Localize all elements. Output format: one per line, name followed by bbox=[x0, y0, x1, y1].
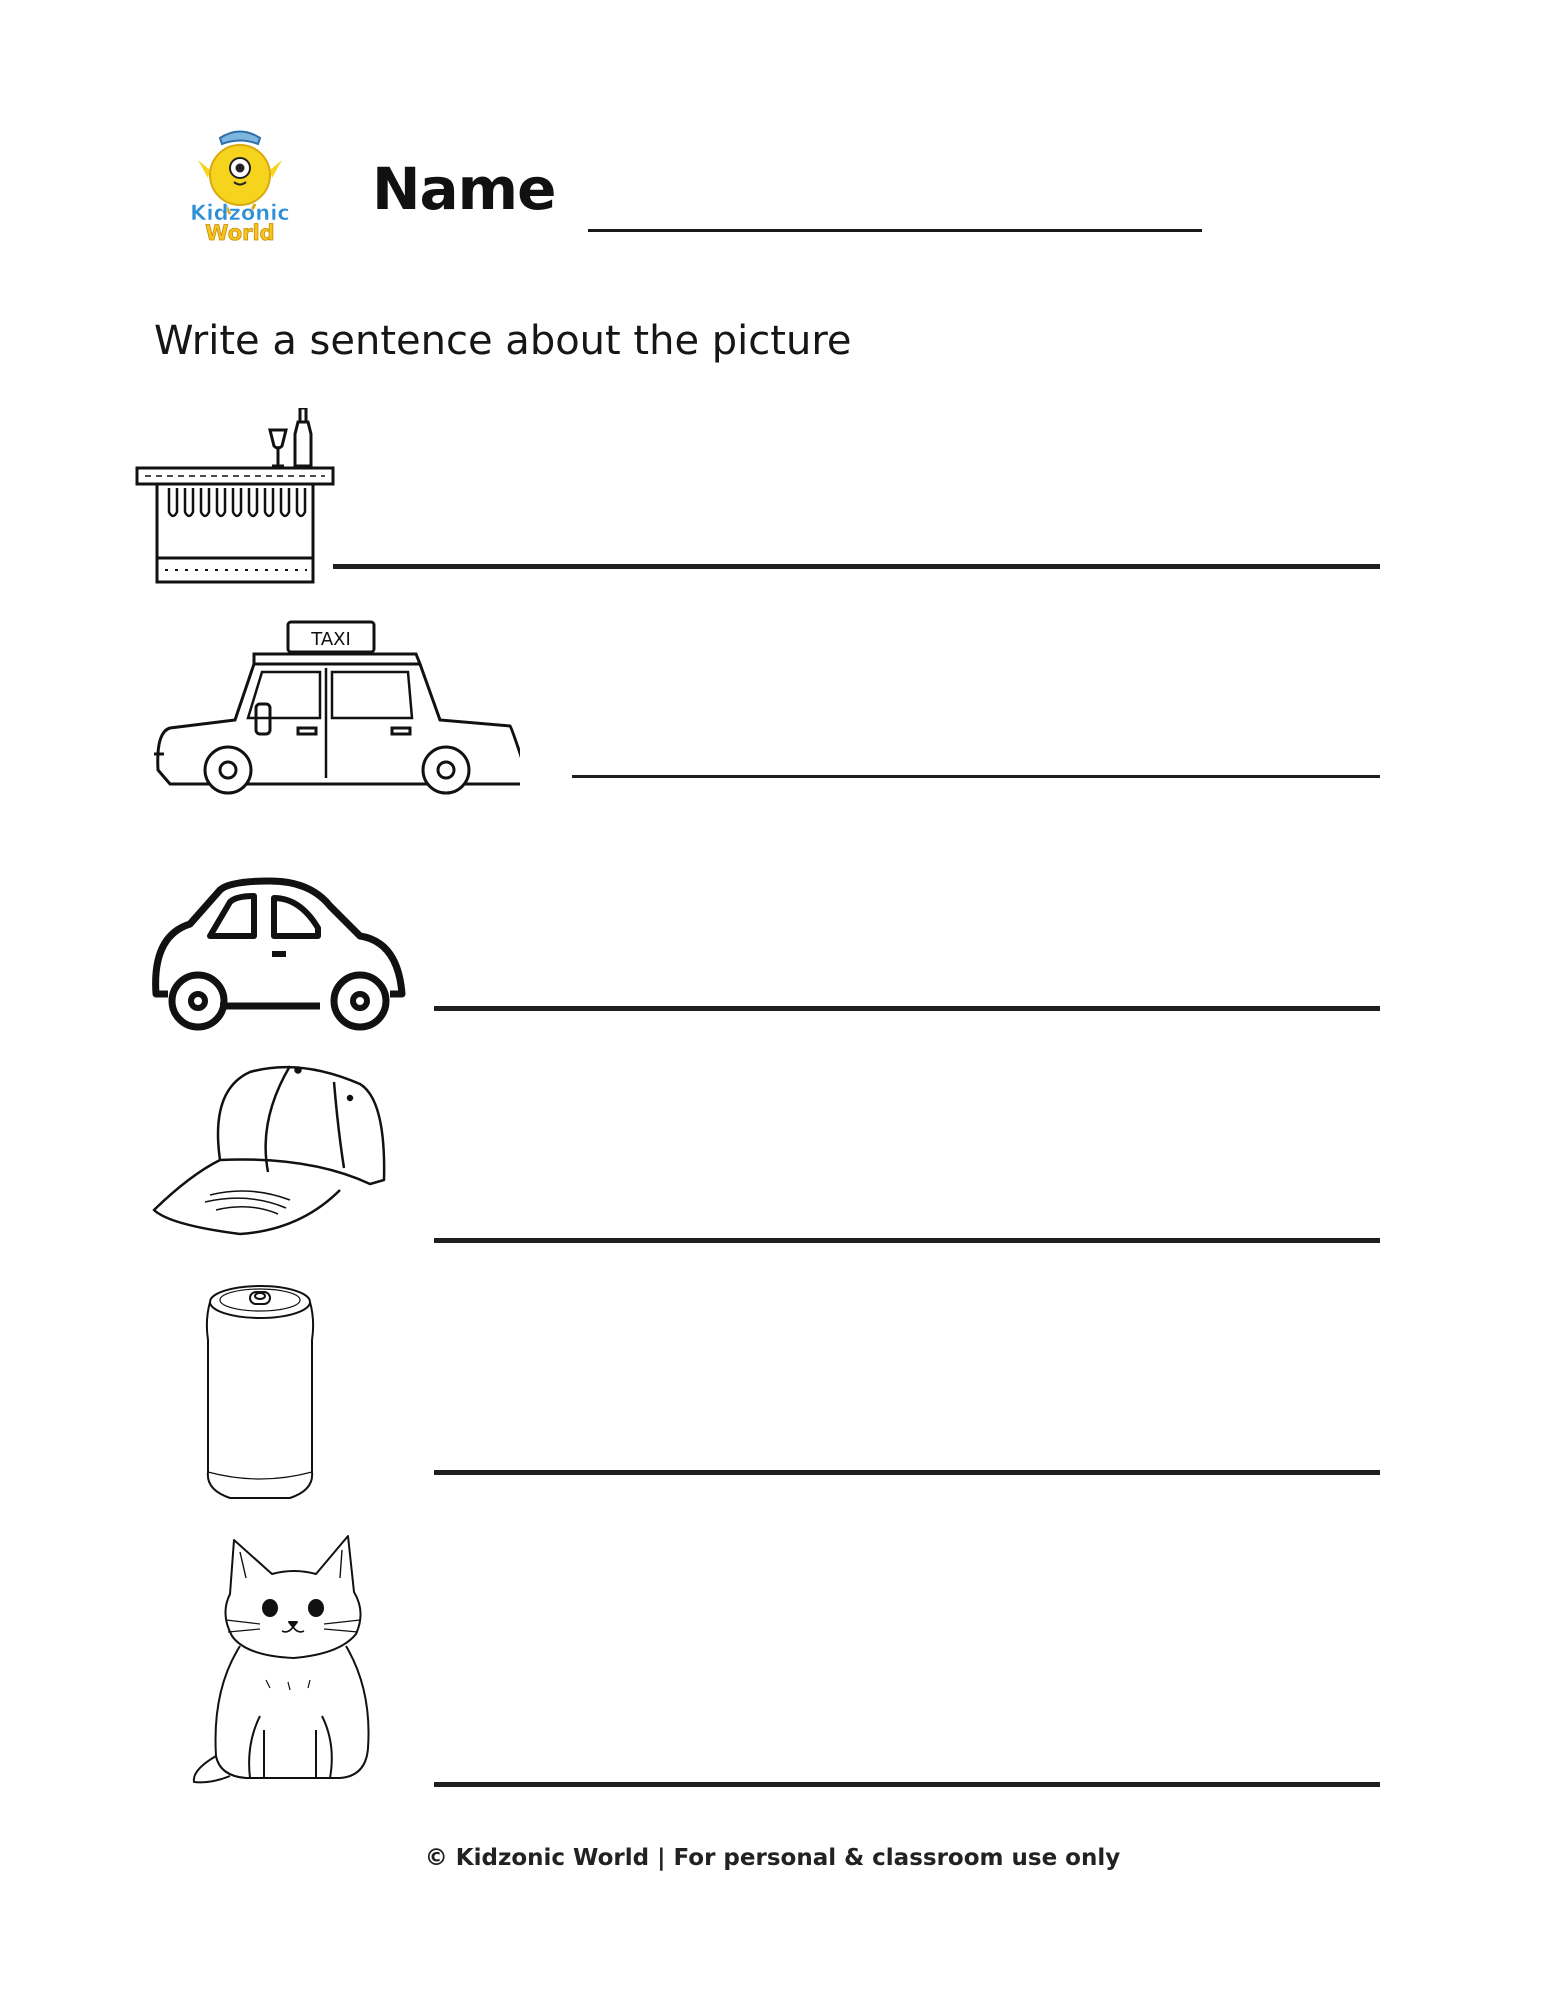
instructions-text: Write a sentence about the picture bbox=[154, 318, 852, 364]
kidzonic-logo bbox=[180, 120, 300, 245]
writing-line-6[interactable] bbox=[434, 1782, 1380, 1787]
cap-icon bbox=[150, 1060, 390, 1240]
svg-text:World: World bbox=[205, 221, 275, 245]
writing-line-3[interactable] bbox=[434, 1006, 1380, 1011]
svg-text:Kidzonic: Kidzonic bbox=[190, 201, 290, 225]
writing-line-5[interactable] bbox=[434, 1470, 1380, 1475]
copyright-footer: © Kidzonic World | For personal & classroom use only bbox=[424, 1845, 1121, 1871]
writing-line-1[interactable] bbox=[333, 564, 1380, 569]
name-field-line[interactable] bbox=[588, 229, 1202, 232]
writing-line-4[interactable] bbox=[434, 1238, 1380, 1243]
writing-line-2[interactable] bbox=[572, 775, 1380, 778]
bar-counter-icon bbox=[135, 408, 335, 588]
soda-can-icon bbox=[200, 1280, 320, 1505]
name-label: Name bbox=[372, 155, 556, 223]
car-icon bbox=[150, 876, 410, 1031]
taxi-sign-text: TAXI bbox=[311, 629, 351, 650]
cat-icon bbox=[190, 1530, 390, 1790]
taxi-icon bbox=[150, 620, 520, 805]
